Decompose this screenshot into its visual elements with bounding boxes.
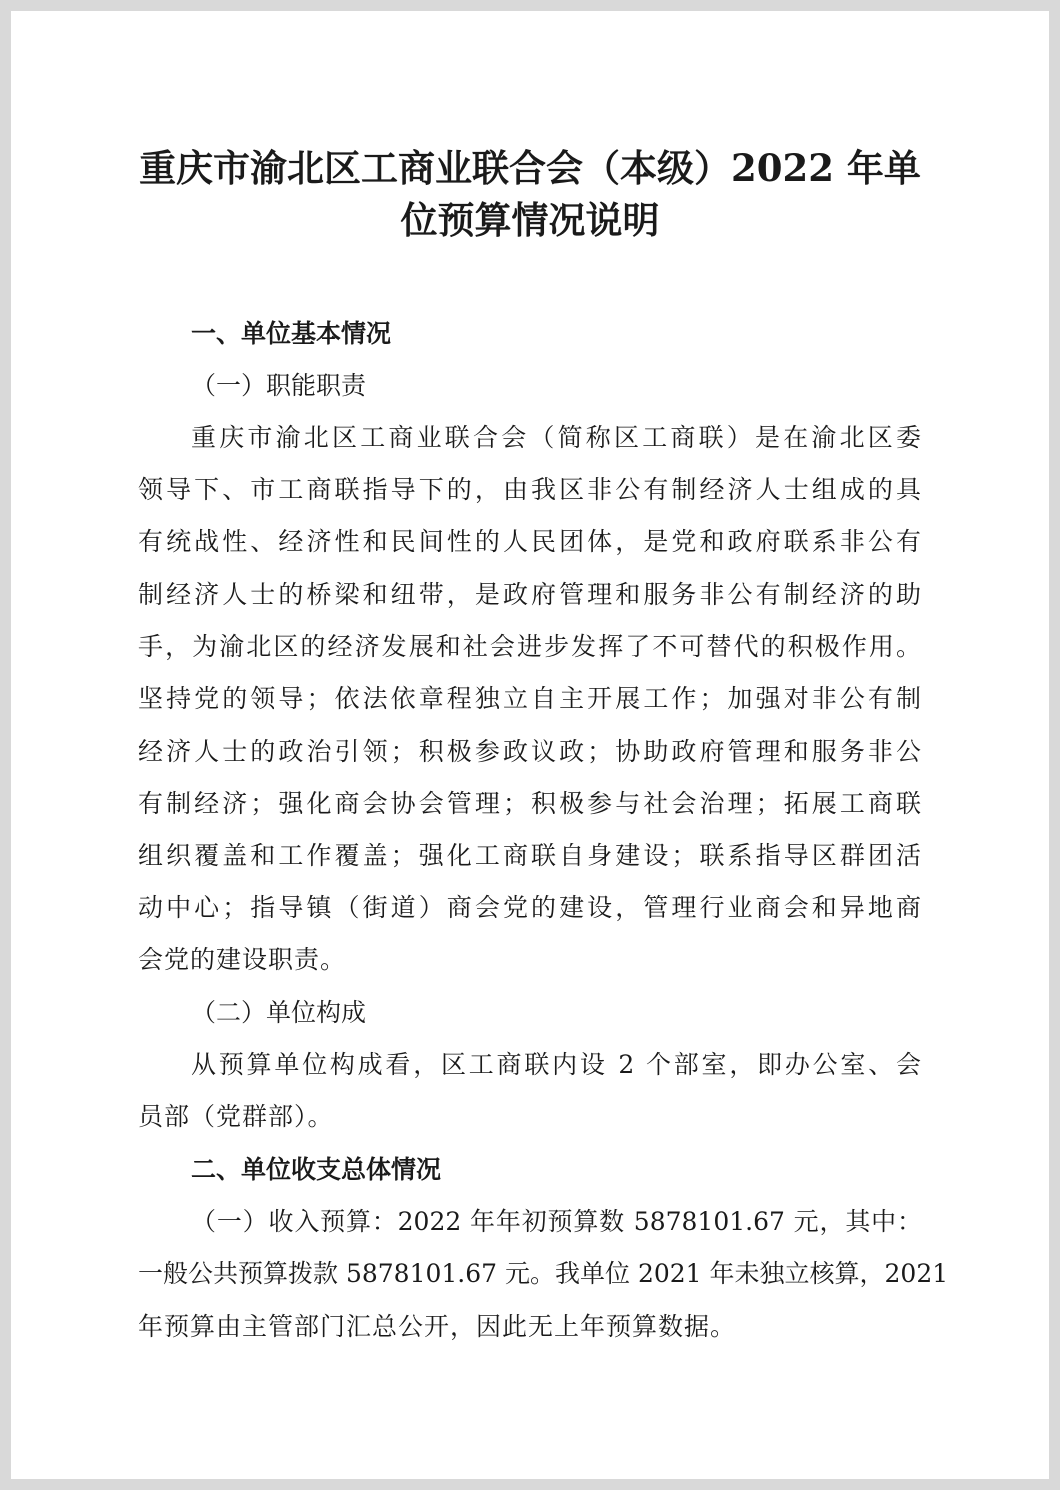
paragraph-line: 领导下、市工商联指导下的，由我区非公有制经济人士组成的具 — [138, 475, 922, 504]
subsection-heading-duties: （一）职能职责 — [191, 371, 367, 400]
paragraph-line: 有统战性、经济性和民间性的人民团体，是党和政府联系非公有 — [138, 527, 922, 556]
paragraph-line: 坚持党的领导；依法依章程独立自主开展工作；加强对非公有制 — [138, 684, 922, 713]
paragraph-line: 制经济人士的桥梁和纽带，是政府管理和服务非公有制经济的助 — [138, 580, 922, 609]
paragraph-line: 会党的建设职责。 — [138, 945, 347, 974]
document-page — [11, 11, 1049, 1479]
section-heading-basic-info: 一、单位基本情况 — [191, 319, 392, 348]
paragraph-line: 手，为渝北区的经济发展和社会进步发挥了不可替代的积极作用。 — [138, 632, 922, 661]
paragraph-line: 从预算单位构成看，区工商联内设 2 个部室，即办公室、会 — [191, 1050, 922, 1079]
paragraph-line: 年预算由主管部门汇总公开，因此无上年预算数据。 — [138, 1312, 737, 1341]
paragraph-line: 动中心；指导镇（街道）商会党的建设，管理行业商会和异地商 — [138, 893, 922, 922]
section-heading-income-expense: 二、单位收支总体情况 — [191, 1155, 442, 1184]
paragraph-line: 组织覆盖和工作覆盖；强化工商联自身建设；联系指导区群团活 — [138, 841, 922, 870]
paragraph-line: （一）收入预算：2022 年年初预算数 5878101.67 元，其中： — [191, 1207, 922, 1236]
subsection-heading-composition: （二）单位构成 — [191, 998, 367, 1027]
paragraph-line: 员部（党群部）。 — [138, 1102, 334, 1131]
document-title-line-1: 重庆市渝北区工商业联合会（本级）2022 年单 — [139, 146, 921, 190]
paragraph-line: 经济人士的政治引领；积极参政议政；协助政府管理和服务非公 — [138, 737, 922, 766]
paragraph-line: 有制经济；强化商会协会管理；积极参与社会治理；拓展工商联 — [138, 789, 922, 818]
paragraph-line: 一般公共预算拨款 5878101.67 元。我单位 2021 年未独立核算，2021 — [138, 1259, 949, 1288]
document-title-line-2: 位预算情况说明 — [400, 198, 660, 242]
paragraph-line: 重庆市渝北区工商业联合会（简称区工商联）是在渝北区委 — [191, 423, 922, 452]
